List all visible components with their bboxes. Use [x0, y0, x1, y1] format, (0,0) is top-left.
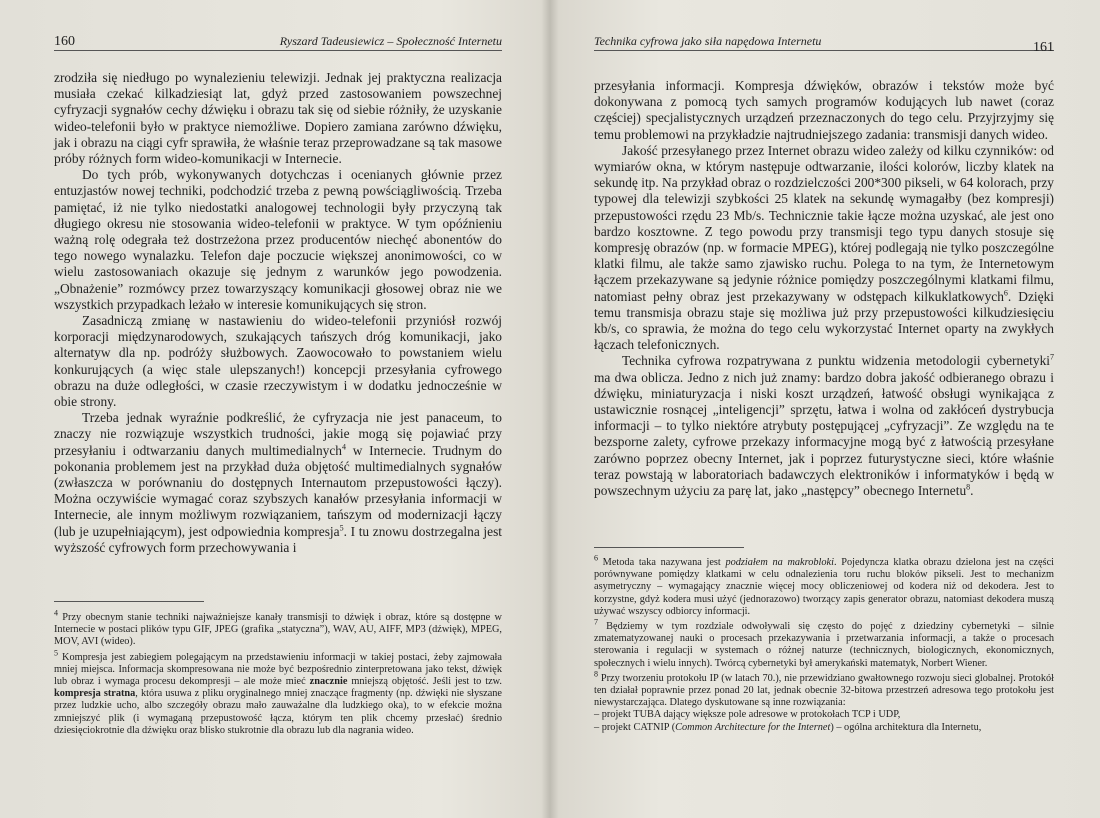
running-title: Ryszard Tadeusiewicz – Społeczność Internetu	[279, 34, 502, 48]
text-run: w Internecie. Trudnym do pokonania problemem jest na przykład duża objętość multimedialnych sygnałów (zwłaszcza w porównaniu do dostępnych Internautom przepustowości łączy). Można oczywiście wymagać coraz szybszych kanałów przesyłania informacji w Internecie, ale innym możliwym rozwiązaniem, tańszym od modernizacji łączy (lub je uzupełniającym), jest odpowiednia kompresja	[54, 442, 502, 539]
footnote	[54, 608, 502, 649]
bold-text: znacznie	[309, 676, 348, 688]
page-header	[594, 32, 1054, 55]
footnote-ref: 7	[1050, 352, 1054, 362]
text-run: . I tu znowu dostrzegalna jest wyższość cyfrowych form przechowywania i	[54, 523, 503, 555]
text-run: Jakość przesyłanego przez Internet obrazu wideo zależy od kilku czynników: od wymiarów okna, w którym następuje odtwarzanie, ilości kolorów, liczby klatek na sekundę itp. Na przykład obraz o rozdzielczości 200*300 pikseli, w 64 kolorach, przy typowej dla telewizji szybkości 25 klatek na sekundę wymagałby (bez kompresji) przepustowości rzędu 23 Mb/s. Technicznie takie łącze można uzyskać, ale jest ono bardzo kosztowne. Z tego powodu przy transmisji tego typu danych stosuje się kompresję obrazów (np. w formacie MPEG), której podlegają nie tylko poszczególne klatki filmu, ale także samo zjawisko ruchu. Polega to na tym, że Internetowym łączem przekazywane są jedynie różnice pomiędzy poszczególnymi klatkami filmu, natomiast pełny obraz jest przekazywany w odstępach kilkuklatkowych	[594, 142, 1054, 304]
footnote-text: Przy tworzeniu protokołu IP (w latach 70.), nie przewidziano gwałtownego rozwoju sieci globalnej. Protokół ten działał poprawnie przez ponad 20 lat, jednak obecnie 32-bitowa przestrzeń adresowa tego protokołu jest niewystarczająca. Dlatego dyskutowane są inne rozwiązania:	[594, 672, 1054, 709]
footnote-ref: 8	[966, 482, 971, 492]
paragraph	[594, 353, 1054, 499]
text-run: Trzeba jednak wyraźnie podkreślić, że cyfryzacja nie jest panaceum, to znaczy nie rozwiązuje wszystkich trudności, jakie mogą się pojawiać przy przesyłaniu i odtwarzaniu danych multimedialnych	[54, 410, 502, 458]
footnote-text: Kompresja jest zabiegiem polegającym na przedstawieniu informacji w takiej postaci, żeby zajmowała mniej miejsca. Informacja skompresowana nie może być bezpośrednio zinterpretowana jako tekst, dźwięk lub obraz i wymaga procesu dekompresji – ale może mieć	[54, 651, 502, 688]
text-run: . Dzięki temu transmisja obrazu staje się możliwa już przy przepustowości kilkudziesięciu kb/s, co sprawia, że można do tego celu wykorzystać Internet oparty na zwykłych łączach telefonicznych.	[594, 288, 1054, 353]
page-header	[54, 32, 502, 51]
footnote-ref: 6	[1003, 288, 1008, 298]
footnotes	[594, 553, 1055, 734]
main-text	[54, 70, 502, 556]
footnote	[594, 553, 1055, 618]
italic-text: Common Architecture for the Internet	[675, 721, 831, 733]
paragraph	[54, 410, 502, 556]
main-text	[594, 78, 1054, 499]
italic-text: podziałem na makrobloki	[725, 557, 834, 568]
footnote-text: Metoda taka nazywana jest	[598, 557, 726, 568]
footnote-ref: 5	[339, 523, 344, 533]
footnote-text: Przy obecnym stanie techniki najważniejsze kanały transmisji to dźwięk i obraz, które są dostępne w Internecie w postaci plików typu GIF, JPEG (grafika „statyczna”), WAV, AU, AIFF, MP3 (dźwięk), MPEG, MOV, AVI (wideo).	[54, 612, 502, 648]
page-number: 161	[1033, 40, 1054, 55]
page-number: 160	[54, 34, 75, 49]
footnote-mark: 5	[54, 648, 58, 658]
text-run: ma dwa oblicza. Jedno z nich już znamy: bardzo dobra jakość odbieranego obrazu i dźwięku, miniaturyzacja i niski koszt urządzeń, łatwość obsługi wynikająca z ustawicznie rosnącej „inteligencji” sprzętu, łatwa i wolna od zakłóceń dystrybucja informacji – to tylko niektóre atrybuty postępującej „cyfryzacji”. Ze względu na te bezsporne zalety, cyfrowe przekazy informacyjne mogą być z łatwością przesyłane zarówno poprzez obecny Internet, jak i poprzez futurystyczne sieci, które właśnie teraz powstają w laboratoriach badawczych elektroników i informatyków i będą w powszechnym użyciu za parę lat, jako „następcy” obecnego Internetu	[594, 369, 1054, 499]
footnote	[54, 648, 502, 737]
right-page	[552, 0, 1100, 818]
paragraph: przesyłania informacji. Kompresja dźwięków, obrazów i tekstów może być dokonywana z pomocą tych samych programów kodujących lub nawet (coraz częściej) specjalistycznych urządzeń przeznaczonych do tego celu. Przyjrzyjmy się temu problemowi na przykładzie najtrudniejszego zadania: transmisji danych wideo.	[594, 78, 1054, 142]
footnote-ref: 4	[341, 442, 346, 452]
footnote	[594, 617, 1054, 670]
footnote-list-item: – projekt TUBA dający większe pole adresowe w protokołach TCP i UDP,	[594, 709, 901, 721]
left-page	[0, 0, 548, 818]
footnote-text: Będziemy w tym rozdziale odwoływali się często do pojęć z dziedziny cybernetyki – silnie zmatematyzowanej nauki o procesach przekazywania i przetwarzania informacji, a także o procesach sterowania i regulacji w systemach o różnej naturze (technicznych, biologicznych, ekonomicznych, społecznych i wielu innych). Twórcą cybernetyki był amerykański matematyk, Norbert Wiener.	[594, 621, 1054, 669]
footnote-text: , która usuwa z pliku oryginalnego mniej znaczące fragmenty (np. dźwięki nie słyszane przez ludzkie ucho, albo szczegóły obrazu mało zauważalne dla ludzkiego oka), to w efekcie można zmniejszyć plik (i wymaganą przepustowość łącza, którym ten plik chcemy przesłać) średnio dziesięciokrotnie dla dźwięku oraz blisko stukrotnie dla obrazu lub dla nagrania wideo.	[54, 688, 502, 736]
paragraph: zrodziła się niedługo po wynalezieniu telewizji. Jednak jej praktyczna realizacja musiała czekać kilkadziesiąt lat, gdyż przed zastosowaniem powszechnej cyfryzacji sygnałów cechy dźwięku i obrazu tak się od siebie różniły, że uzyskanie wideo-telefonii było w praktyce niemożliwe. Dopiero zamiana zarówno dźwięku, jak i obrazu na ciągi cyfr sprawiła, że właśnie teraz przeprowadzane są tak masowe próby różnych form wideo-komunikacji w Internecie.	[54, 70, 502, 167]
footnote-text: mniejszą objętość. Jeśli jest to tzw.	[347, 676, 502, 688]
bold-text: kompresja stratna	[54, 688, 136, 700]
footnote-mark: 7	[594, 617, 598, 627]
footnote-mark: 8	[594, 669, 598, 679]
text-run: .	[970, 483, 974, 499]
footnote-text: ) – ogólna architektura dla Internetu,	[830, 721, 982, 733]
paragraph: Zasadniczą zmianę w nastawieniu do wideo-telefonii przyniósł rozwój korporacji międzynarodowych, szukających tańszych dróg komunikacji, jako alternatyw dla np. podróży służbowych. Zaowocowało to powstaniem wielu konkurujących (a więc stale ulepszanych!) koncepcji przesyłania cyfrowego obrazu na duże odległości, w czasie rzeczywistym i w dodatku jednocześnie w obie strony.	[54, 313, 502, 410]
footnote-mark: 4	[54, 608, 58, 618]
footnotes	[54, 608, 502, 740]
text-run: Technika cyfrowa rozpatrywana z punktu widzenia metodologii cybernetyki	[622, 353, 1050, 369]
footnote-text: . Pojedyncza klatka obrazu dzielona jest na części porównywane pomiędzy klatkami w celu odnalezienia toru ruchu bloków pikseli. Jest to mechanizm asymetryczny – wymagający znacznie więcej mocy obliczeniowej od kodera niż od dekodera. Jest to korzystne, gdyż kodera musi użyć (jednorazowo) tworzący zapis generator obrazu, natomiast dekodera muszą używać wszyscy odbiorcy informacji.	[594, 557, 1055, 617]
footnote	[594, 669, 1054, 710]
running-title: Technika cyfrowa jako siła napędowa Internetu	[594, 34, 822, 48]
footnote-separator	[54, 601, 204, 602]
footnote-separator	[594, 547, 744, 548]
paragraph	[594, 143, 1054, 354]
footnote-list-item	[594, 722, 1054, 734]
paragraph: Do tych prób, wykonywanych dotychczas i ocenianych głównie przez entuzjastów nowej techniki, podchodzić trzeba z pewną powściągliwością. Trzeba pamiętać, iż nie tylko niedostatki analogowej technologii były przyczyną tak długiego okresu nie stosowania wideo-telefonii w praktyce. W tym opóźnieniu ważną rolę odegrała też dostrzeżona przez producentów niechęć abonentów do tego nowego wynalazku. Telefon daje poczucie większej anonimowości, co w wielu zastosowaniach okazuje się jednym z warunków jego powodzenia. „Obnażenie” rozmówcy przez towarzyszący komunikacji głosowej obraz nie we wszystkich przypadkach leżało w interesie komunikujących się stron.	[54, 167, 502, 312]
footnote-text: – projekt CATNIP (	[594, 721, 676, 733]
footnote-mark: 6	[594, 553, 598, 563]
